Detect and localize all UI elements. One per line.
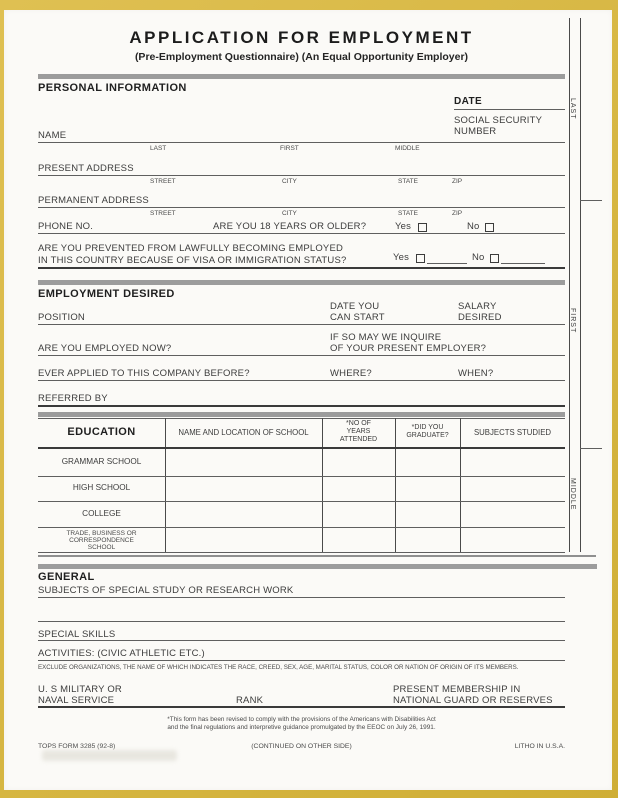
rank-label: RANK: [236, 695, 264, 706]
present-address-line[interactable]: [38, 175, 565, 176]
age-no-label: No: [467, 221, 480, 232]
form-number: TOPS FORM 3285 (92-8): [38, 743, 116, 750]
special-study-label: SUBJECTS OF SPECIAL STUDY OR RESEARCH WORK: [38, 585, 294, 596]
ever-applied-line[interactable]: [38, 380, 565, 381]
form-title: APPLICATION FOR EMPLOYMENT: [129, 28, 474, 47]
grammar-school-row-cells[interactable]: [166, 450, 561, 476]
graduate-col-header-1: *DID YOU: [411, 424, 444, 431]
trade-row-label-1: TRADE, BUSINESS OR: [66, 530, 137, 537]
college-row-label: COLLEGE: [82, 509, 121, 518]
visa-question-line2: IN THIS COUNTRY BECAUSE OF VISA OR IMMIGRATION STATUS?: [38, 255, 347, 266]
side-tab-middle: MIDDLE: [569, 478, 576, 511]
form-subtitle: (Pre-Employment Questionnaire) (An Equal Opportunity Employer): [134, 51, 469, 63]
age-yes-checkbox[interactable]: [418, 223, 427, 232]
present-sub-city: CITY: [282, 178, 297, 185]
name-label: NAME: [38, 130, 67, 141]
visa-no-checkbox[interactable]: [490, 254, 499, 263]
date-start-line1: DATE YOU: [330, 301, 380, 312]
present-sub-street: STREET: [150, 178, 176, 185]
personal-info-header: PERSONAL INFORMATION: [38, 82, 187, 94]
membership-label-line2: NATIONAL GUARD OR RESERVES: [393, 695, 553, 706]
table-row-line: [38, 476, 565, 477]
membership-label-line1: PRESENT MEMBERSHIP IN: [393, 684, 521, 695]
name-line[interactable]: [38, 142, 565, 143]
employed-now-line[interactable]: [38, 355, 565, 356]
personal-bottom-rule: [38, 267, 565, 269]
section-divider: [38, 74, 565, 79]
trade-row-cells[interactable]: [166, 529, 561, 551]
table-top-border: [38, 418, 565, 419]
section-divider: [38, 280, 565, 285]
page-title: [38, 28, 565, 63]
high-school-row-cells[interactable]: [166, 478, 561, 501]
table-row-line: [38, 527, 565, 528]
referred-by-line[interactable]: [38, 405, 565, 407]
section-divider: [38, 412, 565, 417]
phone-label: PHONE NO.: [38, 221, 94, 232]
where-label: WHERE?: [330, 368, 372, 379]
college-row-cells[interactable]: [166, 503, 561, 527]
military-label-line2: NAVAL SERVICE: [38, 695, 115, 706]
graduate-col-header-2: GRADUATE?: [406, 432, 449, 439]
age-yes-label: Yes: [395, 221, 412, 232]
permanent-sub-state: STATE: [398, 210, 418, 217]
cut-mark: [580, 200, 602, 201]
watermark: [42, 750, 177, 761]
position-label: POSITION: [38, 312, 85, 323]
general-header: GENERAL: [38, 571, 95, 583]
education-col-header: EDUCATION: [67, 426, 136, 438]
special-skills-line[interactable]: [38, 640, 565, 641]
present-sub-state: STATE: [398, 178, 418, 185]
date-start-line2: CAN START: [330, 312, 385, 323]
permanent-sub-street: STREET: [150, 210, 176, 217]
subjects-col-header: SUBJECTS STUDIED: [473, 428, 552, 437]
date-label: DATE: [454, 96, 483, 107]
present-address-label: PRESENT ADDRESS: [38, 163, 134, 174]
school-col-header: NAME AND LOCATION OF SCHOOL: [178, 428, 309, 437]
salary-line1: SALARY: [458, 301, 497, 312]
when-label: WHEN?: [458, 368, 494, 379]
activities-line[interactable]: [38, 660, 565, 661]
ever-applied-question: EVER APPLIED TO THIS COMPANY BEFORE?: [38, 368, 250, 379]
ssn-label-line2: NUMBER: [454, 126, 497, 137]
age-no-checkbox[interactable]: [485, 223, 494, 232]
grammar-school-row-label: GRAMMAR SCHOOL: [61, 457, 142, 466]
ssn-label-line1: SOCIAL SECURITY: [454, 115, 543, 126]
cut-mark: [580, 448, 602, 449]
table-bottom-line: [38, 552, 565, 553]
side-tab-last: LAST: [569, 98, 576, 120]
visa-no-line[interactable]: [501, 263, 545, 264]
employed-now-question: ARE YOU EMPLOYED NOW?: [38, 343, 172, 354]
military-line[interactable]: [38, 706, 565, 708]
phone-line[interactable]: [38, 233, 565, 234]
trade-row-label-3: SCHOOL: [87, 544, 116, 551]
years-col-header-1: *NO OF: [346, 420, 371, 427]
employment-header: EMPLOYMENT DESIRED: [38, 288, 175, 300]
continued-note: (CONTINUED ON OTHER SIDE): [251, 743, 352, 750]
table-row-line: [38, 501, 565, 502]
inquire-line2: OF YOUR PRESENT EMPLOYER?: [330, 343, 487, 354]
permanent-sub-zip: ZIP: [452, 210, 463, 217]
exclude-note: EXCLUDE ORGANIZATIONS, THE NAME OF WHICH INDICATES THE RACE, CREED, SEX, AGE, MARITAL STATUS, COLOR OR NATION OF ORIGIN OF ITS MEMBERS.: [38, 663, 519, 671]
litho-note: LITHO IN U.S.A.: [514, 743, 565, 750]
visa-no-label: No: [472, 252, 485, 263]
visa-yes-line[interactable]: [427, 263, 467, 264]
referred-by-label: REFERRED BY: [38, 393, 108, 404]
special-study-line[interactable]: [38, 597, 565, 598]
visa-yes-checkbox[interactable]: [416, 254, 425, 263]
visa-question-line1: ARE YOU PREVENTED FROM LAWFULLY BECOMING EMPLOYED: [38, 243, 344, 254]
age-question: ARE YOU 18 YEARS OR OLDER?: [213, 221, 367, 232]
date-line[interactable]: [454, 109, 565, 110]
tearoff-line-right: [580, 18, 581, 552]
years-col-header-3: ATTENDED: [339, 436, 378, 443]
special-study-line-2[interactable]: [38, 621, 565, 622]
side-tab-first: FIRST: [569, 308, 576, 334]
table-header-rule: [38, 447, 565, 449]
permanent-address-line[interactable]: [38, 207, 565, 208]
name-sub-first: FIRST: [280, 145, 299, 152]
table-bottom-bar: [38, 555, 596, 558]
years-col-header-2: YEARS: [346, 428, 371, 435]
name-sub-middle: MIDDLE: [395, 145, 420, 152]
inquire-line1: IF SO MAY WE INQUIRE: [330, 332, 442, 343]
present-sub-zip: ZIP: [452, 178, 463, 185]
visa-yes-label: Yes: [393, 252, 410, 263]
permanent-sub-city: CITY: [282, 210, 297, 217]
name-sub-last: LAST: [150, 145, 167, 152]
section-divider: [38, 564, 597, 569]
permanent-address-label: PERMANENT ADDRESS: [38, 195, 149, 206]
military-label-line1: U. S MILITARY OR: [38, 684, 122, 695]
salary-line2: DESIRED: [458, 312, 502, 323]
ada-note-line2: and the final regulations and interpretive guidance promulgated by the EEOC on July 26, 1991.: [167, 724, 436, 731]
activities-label: ACTIVITIES: (CIVIC ATHLETIC ETC.): [38, 648, 205, 659]
ada-note-line1: *This form has been revised to comply with the provisions of the Americans with Disabilities Act: [167, 716, 436, 723]
high-school-row-label: HIGH SCHOOL: [72, 483, 131, 492]
special-skills-label: SPECIAL SKILLS: [38, 629, 116, 640]
position-line[interactable]: [38, 324, 565, 325]
trade-row-label-2: CORRESPONDENCE: [69, 537, 134, 544]
